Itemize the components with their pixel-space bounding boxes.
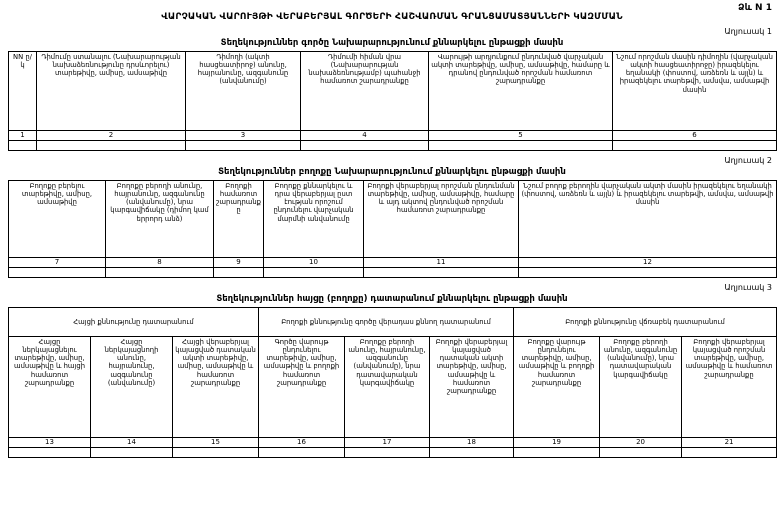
table1-header-cell: Նշում որոշման մասին դիմողին (վարչական ակտի հասցեատիրոջը) իրազեկելու եղանակի (փոստով, առձեռն և այլն) և իրազեկելու տարեթվի, ամսվա, ամսաթվի մասին: [613, 52, 777, 131]
table1-header-cell: NN ը/կ: [9, 52, 37, 131]
empty-cell: [186, 141, 301, 151]
table3-header-cell: Բողոքի վերաբերյալ կայացված որոշման տարեթիվը, ամիսը, ամսաթիվը և համառոտ շարադրանքը: [682, 337, 777, 438]
table1-label: Աղյուսակ 1: [724, 27, 772, 36]
empty-cell: [9, 141, 37, 151]
form-number-label: Ձև N 1: [738, 3, 772, 13]
column-number-cell: 19: [514, 438, 600, 448]
table2-header-cell: Բողոքը բերելու տարեթիվը, ամիսը, ամսաթիվը: [9, 181, 106, 258]
column-number-cell: 20: [600, 438, 682, 448]
table2: [8, 180, 777, 278]
empty-cell: [214, 268, 264, 278]
column-number-cell: 1: [9, 131, 37, 141]
empty-cell: [91, 448, 173, 458]
empty-cell: [9, 448, 91, 458]
table1-header-row: [9, 52, 777, 131]
column-number-cell: 3: [186, 131, 301, 141]
empty-cell: [364, 268, 519, 278]
empty-cell: [259, 448, 345, 458]
empty-cell: [514, 448, 600, 458]
table3-header-row: [9, 337, 777, 438]
table2-header-cell: Բողոքը բերողի անունը, հայրանունը, ազգանունը (անվանումը), նրա կարգավիճակը (դիմող կամ երրորդ անձ): [106, 181, 214, 258]
table2-number-row: [9, 258, 777, 268]
empty-cell: [264, 268, 364, 278]
empty-cell: [345, 448, 430, 458]
table3-group-cell: Բողոքի քննությունը գործը վերադաս քննող դատարանում: [259, 308, 514, 337]
table3-header-cell: Բողոքը բերողի անունը, հայրանունը, ազգանունը (անվանումը), նրա դատավարական կարգավիճակը: [345, 337, 430, 438]
table1-header-cell: Դիմումը ստանալու (Նախարարության նախաձեռնությունը դրսևորելու) տարեթիվը, ամիսը, ամսաթիվը: [37, 52, 186, 131]
table1-number-row: [9, 131, 777, 141]
empty-cell: [613, 141, 777, 151]
column-number-cell: 8: [106, 258, 214, 268]
column-number-cell: 2: [37, 131, 186, 141]
empty-cell: [301, 141, 429, 151]
column-number-cell: 10: [264, 258, 364, 268]
document-title: ՎԱՐՉԱԿԱՆ ՎԱՐՈՒՅԹԻ ՎԵՐԱԲԵՐՅԱԼ ԳՈՐԾԵՐԻ ՀԱՇՎԱՌՄԱՆ ԳՐԱՆՑԱՄԱՏՅԱՆՆԵՐԻ ԿԱԶՄՄԱՆ: [161, 12, 623, 22]
empty-cell: [37, 141, 186, 151]
column-number-cell: 12: [519, 258, 777, 268]
column-number-cell: 17: [345, 438, 430, 448]
table2-label: Աղյուսակ 2: [724, 156, 772, 165]
column-number-cell: 18: [430, 438, 514, 448]
column-number-cell: 15: [173, 438, 259, 448]
table1: [8, 51, 777, 151]
table3-label: Աղյուսակ 3: [724, 283, 772, 292]
table3-group-cell: Հայցի քննությունը դատարանում: [9, 308, 259, 337]
column-number-cell: 11: [364, 258, 519, 268]
column-number-cell: 14: [91, 438, 173, 448]
table2-header-cell: Բողոքը քննարկելու և դրա վերաբերյալ ըստ էության որոշում ընդունելու վարչական մարմնի անվանումը: [264, 181, 364, 258]
table2-header-cell: Բողոքի վերաբերյալ որոշման ընդունման տարեթիվը, ամիսը, ամսաթիվը, համարը և այդ ակտով ընդունված որոշման համառոտ շարադրանքը: [364, 181, 519, 258]
column-number-cell: 21: [682, 438, 777, 448]
table3-entry-row: [9, 448, 777, 458]
empty-cell: [173, 448, 259, 458]
empty-cell: [429, 141, 613, 151]
column-number-cell: 7: [9, 258, 106, 268]
table2-header-cell: Նշում բողոք բերողին վարչական ակտի մասին իրազեկելու եղանակի (փոստով, առձեռն և այլն) և իրազեկելու տարեթվի, ամսվա, ամսաթվի մասին: [519, 181, 777, 258]
empty-cell: [106, 268, 214, 278]
table3-number-row: [9, 438, 777, 448]
column-number-cell: 4: [301, 131, 429, 141]
column-number-cell: 9: [214, 258, 264, 268]
table2-header-row: [9, 181, 777, 258]
table1-header-cell: Վարույթի արդյունքում ընդունված վարչական ակտի տարեթիվը, ամիսը, ամսաթիվը, համարը և դրանով ընդունված որոշման համառոտ շարադրանքը: [429, 52, 613, 131]
table3-group-cell: Բողոքի քննությունը վճռաբեկ դատարանում: [514, 308, 777, 337]
table2-header-cell: Բողոքի համառոտ շարադրանքը: [214, 181, 264, 258]
table3-header-cell: Հայցը ներկայացնելու տարեթիվը, ամիսը, ամսաթիվը և հայցի համառոտ շարադրանքը: [9, 337, 91, 438]
column-number-cell: 13: [9, 438, 91, 448]
empty-cell: [430, 448, 514, 458]
table2-entry-row: [9, 268, 777, 278]
table3-header-cell: Բողոքը վարույթ ընդունելու տարեթիվը, ամիսը, ամսաթիվը և բողոքի համառոտ շարադրանքը: [514, 337, 600, 438]
table3-header-cell: Հայցի վերաբերյալ կայացված դատական ակտի տարեթիվը, ամիսը, ամսաթիվը և համառոտ շարադրանքը: [173, 337, 259, 438]
table3-title: Տեղեկություններ հայցը (բողոքը) դատարանում քննարկելու ընթացքի մասին: [216, 294, 568, 304]
empty-cell: [519, 268, 777, 278]
column-number-cell: 16: [259, 438, 345, 448]
table1-entry-row: [9, 141, 777, 151]
column-number-cell: 5: [429, 131, 613, 141]
table3-group-row: [9, 308, 777, 337]
empty-cell: [600, 448, 682, 458]
empty-cell: [682, 448, 777, 458]
table1-header-cell: Դիմողի (ակտի հասցեատիրոջ) անունը, հայրանունը, ազգանունը (անվանումը): [186, 52, 301, 131]
table2-title: Տեղեկություններ բողոքը Նախարարությունում քննարկելու ընթացքի մասին: [218, 167, 566, 177]
table3-header-cell: Բողոքի վերաբերյալ կայացված դատական ակտի տարեթիվը, ամիսը, ամսաթիվը և համառոտ շարադրանքը: [430, 337, 514, 438]
column-number-cell: 6: [613, 131, 777, 141]
table3: [8, 307, 777, 458]
empty-cell: [9, 268, 106, 278]
table3-header-cell: Հայցը ներկայացնողի անունը, հայրանունը, ազգանունը (անվանումը): [91, 337, 173, 438]
table3-header-cell: Գործը վարույթ ընդունելու տարեթիվը, ամիսը, ամսաթիվը և բողոքի համառոտ շարադրանքը: [259, 337, 345, 438]
table3-header-cell: Բողոքը բերողի անունը, ազգանունը (անվանումը), նրա դատավարական կարգավիճակը: [600, 337, 682, 438]
table1-title: Տեղեկություններ գործը Նախարարությունում քննարկելու ընթացքի մասին: [220, 38, 564, 48]
table1-header-cell: Դիմումի հիման վրա (Նախարարության նախաձեռնությամբ) պահանջի համառոտ շարադրանքը: [301, 52, 429, 131]
